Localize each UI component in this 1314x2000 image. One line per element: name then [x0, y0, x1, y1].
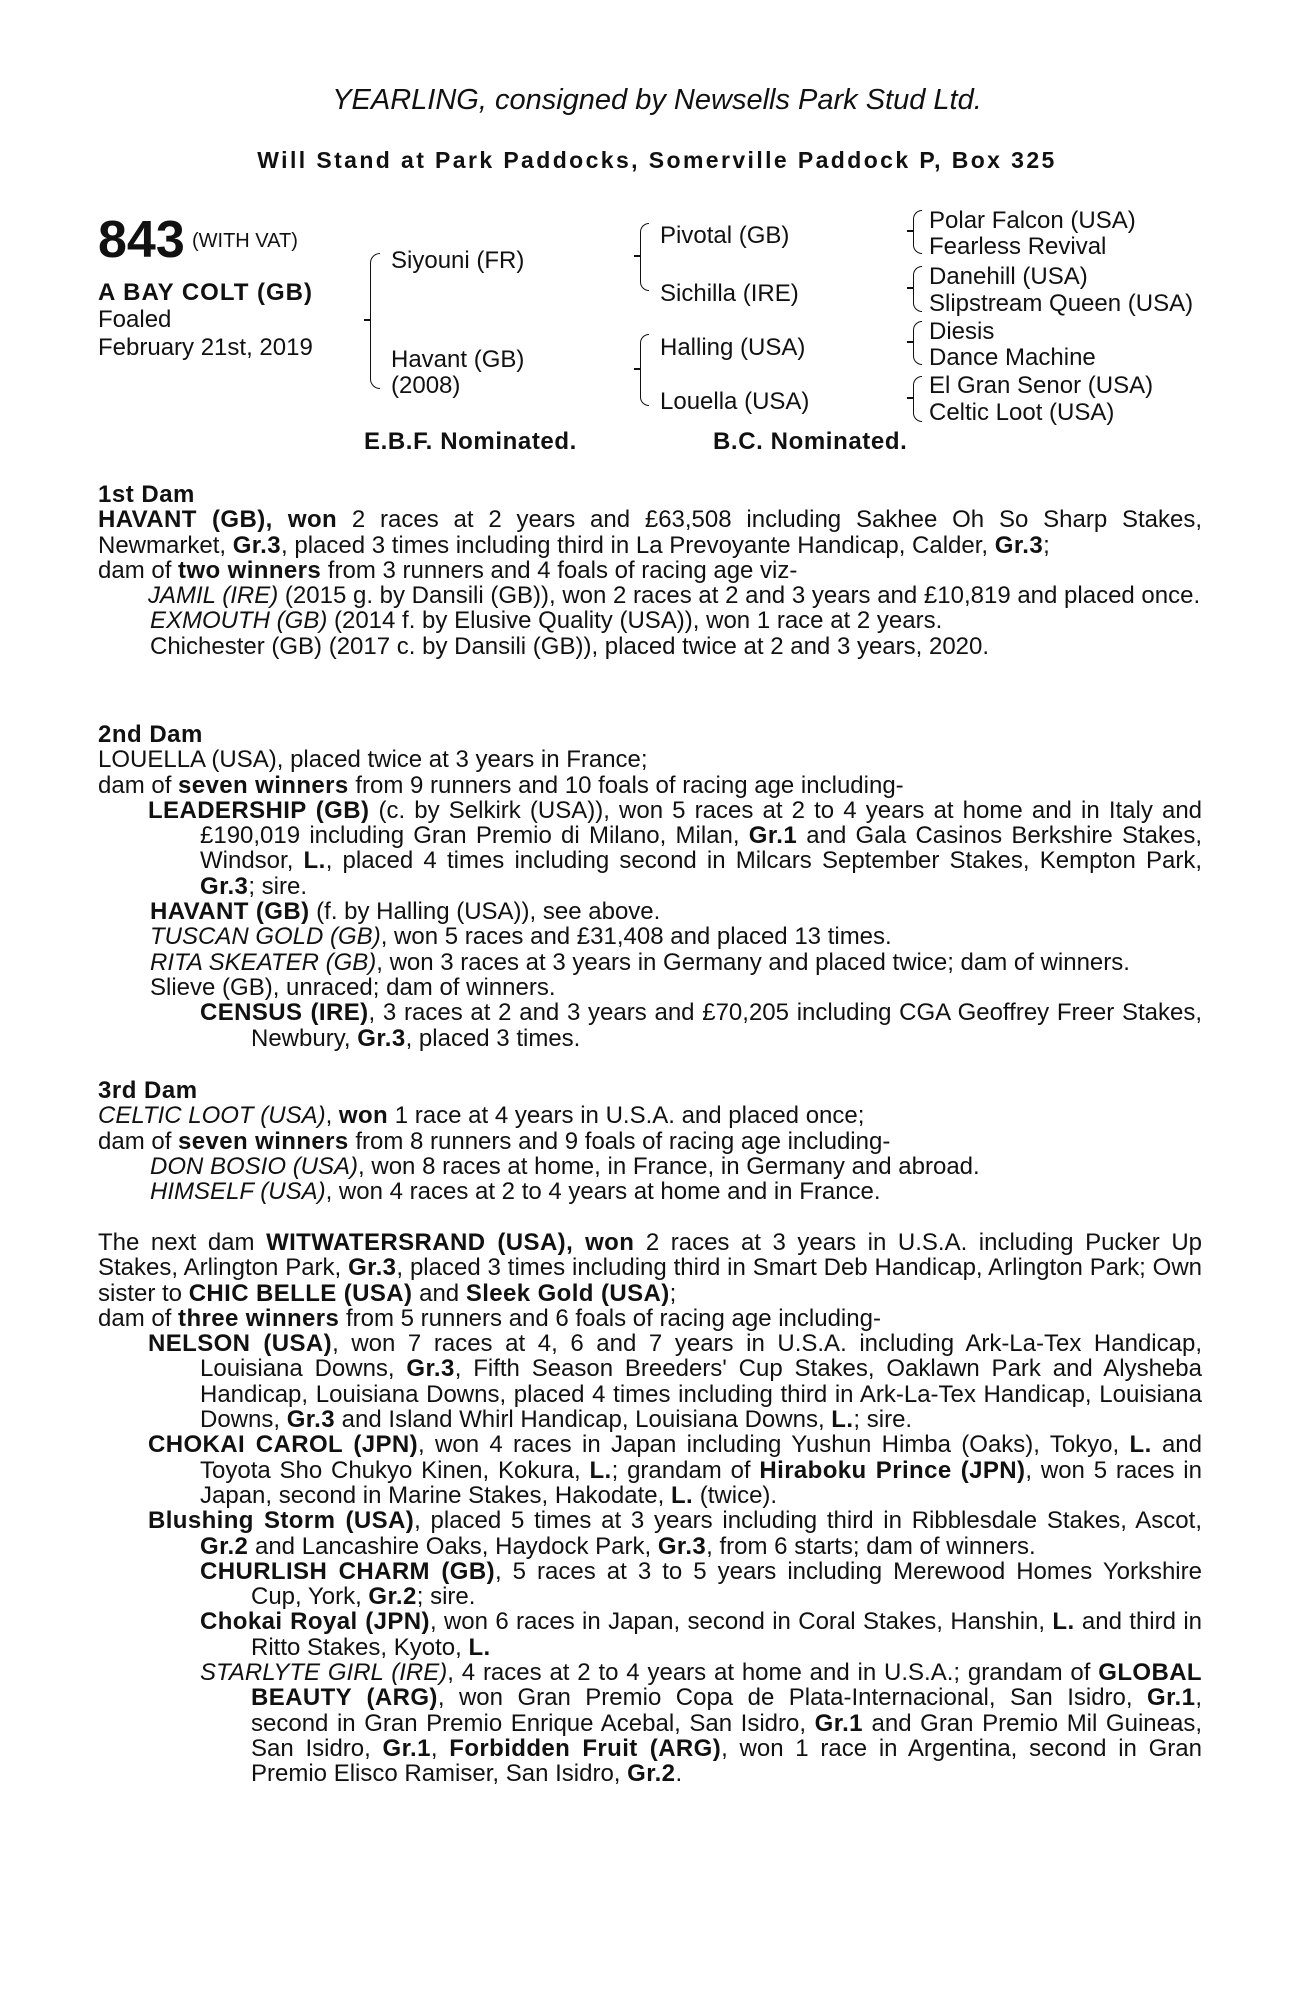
horse-name: A BAY COLT (GB) — [98, 279, 314, 306]
sichilla-brace-mid — [907, 287, 914, 289]
third-dam-heading: 3rd Dam — [98, 1077, 198, 1104]
pivotal-brace-mid — [907, 230, 914, 232]
next-dam-grandfoal-starlyte-girl: STARLYTE GIRL (IRE), 4 races at 2 to 4 years at home and in U.S.A.; grandam of GLOBAL BEAUTY (ARG), won Gran Premio Copa de Plata-Internacional, San Isidro, Gr.1, second in Gran Premio Enrique Acebal, San Isidro, Gr.1 and Gran Premio Mil Guineas, San Isidro, Gr.1, Forbidden Fruit (ARG), won 1 race in Argentina, second in Gran Premio Elisco Ramiser, San Isidro, Gr.2. — [200, 1659, 1202, 1788]
third-dam-produce-summary: dam of seven winners from 8 runners and 9 foals of racing age including- — [98, 1127, 891, 1155]
first-dam-foal-jamil: JAMIL (IRE) (2015 g. by Dansili (GB)), won 2 races at 2 and 3 years and £10,819 and placed once. — [148, 582, 1201, 610]
next-dam-grandfoal-chokai-royal: Chokai Royal (JPN), won 6 races in Japan, second in Coral Stakes, Hanshin, L. and third in Ritto Stakes, Kyoto, L. — [200, 1608, 1202, 1661]
dam-line-brace-mid — [634, 368, 641, 370]
second-dam-heading: 2nd Dam — [98, 721, 203, 748]
pedigree-louella: Louella (USA) — [660, 388, 810, 415]
third-dam-record: CELTIC LOOT (USA), won 1 race at 4 years in U.S.A. and placed once; — [98, 1102, 865, 1130]
louella-brace-mid — [907, 397, 914, 399]
next-dam-grandfoal-churlish-charm: CHURLISH CHARM (GB), 5 races at 3 to 5 years including Merewood Homes Yorkshire Cup, York, Gr.2; sire. — [200, 1557, 1202, 1611]
location-heading: Will Stand at Park Paddocks, Somerville Paddock P, Box 325 — [257, 147, 1057, 173]
dam-line-brace — [640, 334, 649, 406]
pedigree-slipstream-queen: Slipstream Queen (USA) — [929, 290, 1194, 317]
next-dam-record: The next dam WITWATERSRAND (USA), won 2 races at 3 years in U.S.A. including Pucker Up Stakes, Arlington Park, Gr.3, placed 3 times including third in Smart Deb Handicap, Arlington Park; Own sister to CHIC BELLE (USA) and Sleek Gold (USA); — [98, 1229, 1203, 1307]
next-dam-foal-nelson: NELSON (USA), won 7 races at 4, 6 and 7 years in U.S.A. including Ark-La-Tex Handicap, Louisiana Downs, Gr.3, Fifth Season Breeders' Cup Stakes, Oaklawn Park and Alysheba Handicap, Louisiana Downs, placed 4 times including third in Ark-La-Tex Handicap, Louisiana Downs, Gr.3 and Island Whirl Handicap, Louisiana Downs, L.; sire. — [148, 1330, 1203, 1434]
second-dam-record: LOUELLA (USA), placed twice at 3 years in France; — [98, 746, 648, 774]
third-dam-foal-don-bosio: DON BOSIO (USA), won 8 races at home, in France, in Germany and abroad. — [150, 1152, 980, 1180]
next-dam-foal-chokai-carol: CHOKAI CAROL (JPN), won 4 races in Japan including Yushun Himba (Oaks), Tokyo, L. and Toyota Sho Chukyo Kinen, Kokura, L.; grandam of Hiraboku Prince (JPN), won 5 races in Japan, second in Marine Stakes, Hakodate, L. (twice). — [148, 1431, 1203, 1509]
first-dam-record: HAVANT (GB), won 2 races at 2 years and £63,508 including Sakhee Oh So Sharp Stakes, Newmarket, Gr.3, placed 3 times including third in La Prevoyante Handicap, Calder, Gr.3; — [98, 506, 1203, 559]
next-dam-produce-summary: dam of three winners from 5 runners and 6 foals of racing age including- — [98, 1304, 881, 1332]
dam-name: Havant (GB) — [391, 346, 525, 373]
halling-brace — [913, 321, 922, 365]
second-dam-produce-summary: dam of seven winners from 9 runners and 10 foals of racing age including- — [98, 771, 904, 799]
first-dam-heading: 1st Dam — [98, 481, 195, 508]
pedigree-halling: Halling (USA) — [660, 334, 806, 361]
first-dam-produce-summary: dam of two winners from 3 runners and 4 foals of racing age viz- — [98, 556, 798, 584]
pedigree-sichilla: Sichilla (IRE) — [660, 280, 799, 307]
sire-dam-brace — [370, 253, 380, 389]
pedigree-el-gran-senor: El Gran Senor (USA) — [929, 372, 1154, 399]
ebf-nomination: E.B.F. Nominated. — [364, 428, 577, 455]
pedigree-diesis: Diesis — [929, 318, 995, 345]
first-dam-foal-exmouth: EXMOUTH (GB) (2014 f. by Elusive Quality (USA)), won 1 race at 2 years. — [150, 607, 943, 635]
first-dam-section — [98, 482, 1202, 659]
second-dam-foal-rita-skeater: RITA SKEATER (GB), won 3 races at 3 years in Germany and placed twice; dam of winners. — [150, 948, 1130, 976]
pedigree-danehill: Danehill (USA) — [929, 263, 1088, 290]
foaled-label: Foaled — [98, 306, 172, 333]
sire-line-brace-mid — [634, 255, 641, 257]
pedigree-fearless-revival: Fearless Revival — [929, 233, 1107, 260]
next-dam-foal-blushing-storm: Blushing Storm (USA), placed 5 times at 3 years including third in Ribblesdale Stakes, Ascot, Gr.2 and Lancashire Oaks, Haydock Park, Gr.3, from 6 starts; dam of winners. — [148, 1507, 1202, 1560]
pedigree-polar-falcon: Polar Falcon (USA) — [929, 207, 1136, 234]
sichilla-brace — [913, 266, 922, 312]
second-dam-grandfoal-census: CENSUS (IRE), 3 races at 2 and 3 years and £70,205 including CGA Geoffrey Freer Stakes, Newbury, Gr.3, placed 3 times. — [200, 999, 1203, 1052]
third-dam-section — [98, 1078, 1202, 1204]
pedigree-dance-machine: Dance Machine — [929, 344, 1096, 371]
louella-brace — [913, 376, 922, 422]
pedigree-pivotal: Pivotal (GB) — [660, 222, 790, 249]
yearling-heading: YEARLING, consigned by Newsells Park Stud Ltd. — [332, 84, 982, 116]
vat-note: (WITH VAT) — [192, 230, 298, 252]
second-dam-section — [98, 722, 1202, 1051]
second-dam-foal-havant: HAVANT (GB) (f. by Halling (USA)), see above. — [150, 898, 661, 926]
second-dam-foal-leadership: LEADERSHIP (GB) (c. by Selkirk (USA)), won 5 races at 2 to 4 years at home and in Italy and £190,019 including Gran Premio di Milano, Milan, Gr.1 and Gala Casinos Berkshire Stakes, Windsor, L., placed 4 times including second in Milcars September Stakes, Kempton Park, Gr.3; sire. — [148, 796, 1203, 900]
sire-dam-brace-mid — [364, 319, 371, 321]
pivotal-brace — [913, 210, 922, 254]
bc-nomination: B.C. Nominated. — [713, 428, 908, 455]
second-dam-foal-slieve: Slieve (GB), unraced; dam of winners. — [150, 973, 556, 1001]
lot-number: 843 — [98, 211, 185, 269]
second-dam-foal-tuscan-gold: TUSCAN GOLD (GB), won 5 races and £31,408 and placed 13 times. — [150, 923, 892, 951]
next-dam-section — [98, 1230, 1202, 1787]
foaled-date: February 21st, 2019 — [98, 334, 313, 361]
dam-year: (2008) — [391, 372, 461, 399]
third-dam-foal-himself: HIMSELF (USA), won 4 races at 2 to 4 years at home and in France. — [150, 1178, 881, 1206]
sire-line-brace — [640, 223, 649, 291]
halling-brace-mid — [907, 341, 914, 343]
first-dam-foal-chichester: Chichester (GB) (2017 c. by Dansili (GB)), placed twice at 2 and 3 years, 2020. — [150, 632, 990, 660]
pedigree-celtic-loot: Celtic Loot (USA) — [929, 399, 1115, 426]
sire-name: Siyouni (FR) — [391, 247, 525, 274]
